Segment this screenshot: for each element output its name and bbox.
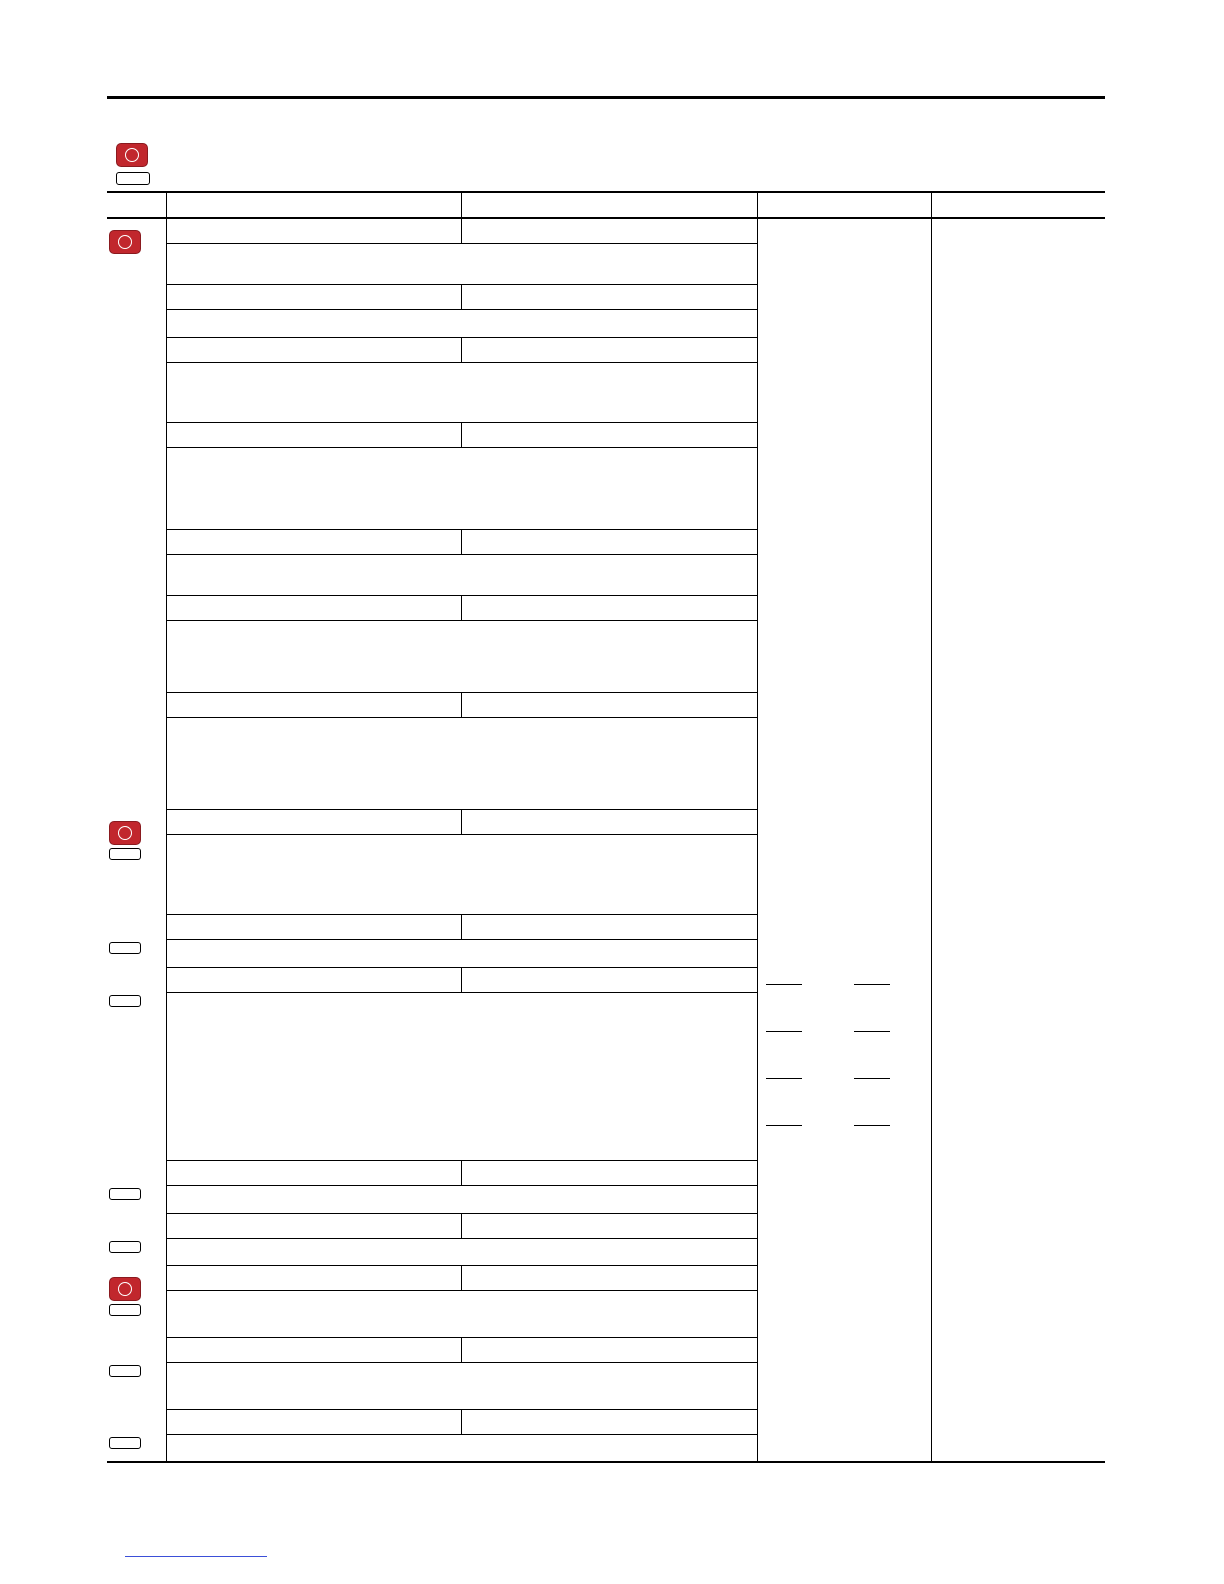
param-description-cell	[166, 835, 757, 915]
param-values-cell	[757, 968, 931, 1161]
param-related-cell	[931, 1161, 1105, 1214]
param-display-cell	[461, 1410, 757, 1435]
header-rule	[107, 96, 1105, 99]
table-row	[107, 1338, 1105, 1363]
param-display-cell	[461, 693, 757, 718]
param-related-cell	[931, 338, 1105, 423]
param-number-cell	[107, 1410, 166, 1463]
param-related-cell	[931, 285, 1105, 338]
param-number-cell	[107, 285, 166, 338]
param-number-cell	[107, 1338, 166, 1410]
key-badge-icon	[109, 848, 141, 860]
param-values-cell	[757, 285, 931, 338]
key-badge-icon	[116, 172, 150, 185]
param-name-cell	[166, 915, 461, 940]
table-row	[107, 423, 1105, 448]
legend-stop-icon	[116, 143, 148, 167]
param-related-cell	[931, 218, 1105, 285]
param-display-cell	[461, 218, 757, 244]
stop-drive-icon	[109, 1277, 141, 1301]
param-description-cell	[166, 310, 757, 338]
param-values-cell	[757, 1338, 931, 1410]
footer-link-underline[interactable]	[125, 1556, 267, 1557]
blank-line	[766, 1031, 802, 1032]
param-description-cell	[166, 718, 757, 810]
table-row	[107, 915, 1105, 940]
param-number-cell	[107, 338, 166, 423]
table-row	[107, 596, 1105, 621]
param-values-cell	[757, 1161, 931, 1214]
header-values	[757, 192, 931, 218]
key-badge-icon	[109, 1304, 141, 1316]
param-name-cell	[166, 1338, 461, 1363]
param-values-cell	[757, 423, 931, 530]
param-number-cell	[107, 968, 166, 1161]
table-row	[107, 218, 1105, 244]
key-badge-icon	[109, 995, 141, 1007]
param-description-cell	[166, 363, 757, 423]
param-display-cell	[461, 1161, 757, 1186]
param-description-cell	[166, 621, 757, 693]
param-related-cell	[931, 423, 1105, 530]
key-badge-icon	[109, 1437, 141, 1449]
table-row	[107, 810, 1105, 835]
param-name-cell	[166, 218, 461, 244]
param-related-cell	[931, 1266, 1105, 1338]
param-number-cell	[107, 1161, 166, 1214]
key-badge-icon	[109, 1241, 141, 1253]
param-name-cell	[166, 530, 461, 555]
param-display-cell	[461, 423, 757, 448]
table-row	[107, 285, 1105, 310]
param-icons	[109, 1238, 141, 1253]
param-description-cell	[166, 940, 757, 968]
param-related-cell	[931, 530, 1105, 596]
param-description-cell	[166, 555, 757, 596]
param-icons	[109, 821, 141, 860]
param-related-cell	[931, 1410, 1105, 1463]
table-row	[107, 1161, 1105, 1186]
param-name-cell	[166, 285, 461, 310]
param-display-cell	[461, 1266, 757, 1291]
blank-line	[854, 1125, 890, 1126]
blank-line	[854, 1031, 890, 1032]
header-display	[461, 192, 757, 218]
param-name-cell	[166, 423, 461, 448]
param-description-cell	[166, 1291, 757, 1338]
param-description-cell	[166, 1363, 757, 1410]
key-badge-icon	[109, 1365, 141, 1377]
param-values-cell	[757, 218, 931, 285]
param-values-cell	[757, 338, 931, 423]
param-name-cell	[166, 596, 461, 621]
blank-line	[854, 984, 890, 985]
param-number-cell	[107, 423, 166, 530]
header-name	[166, 192, 461, 218]
param-name-cell	[166, 1214, 461, 1239]
stop-drive-icon	[109, 821, 141, 845]
param-number-cell	[107, 1266, 166, 1338]
table-row	[107, 338, 1105, 363]
param-number-cell	[107, 218, 166, 285]
param-name-cell	[166, 1161, 461, 1186]
param-number-cell	[107, 1214, 166, 1266]
param-related-cell	[931, 968, 1105, 1161]
key-badge-icon	[109, 942, 141, 954]
param-number-cell	[107, 810, 166, 915]
param-icons	[109, 1277, 141, 1316]
header-no	[107, 192, 166, 218]
table-row	[107, 968, 1105, 993]
param-values-cell	[757, 596, 931, 693]
param-number-cell	[107, 596, 166, 693]
param-display-cell	[461, 1214, 757, 1239]
param-related-cell	[931, 1214, 1105, 1266]
param-name-cell	[166, 693, 461, 718]
param-display-cell	[461, 810, 757, 835]
param-number-cell	[107, 530, 166, 596]
param-name-cell	[166, 338, 461, 363]
param-name-cell	[166, 1266, 461, 1291]
param-display-cell	[461, 285, 757, 310]
param-related-cell	[931, 810, 1105, 915]
table-header-row	[107, 192, 1105, 218]
param-icons	[109, 992, 141, 1007]
param-values-cell	[757, 915, 931, 968]
table-row	[107, 693, 1105, 718]
legend-key-icon	[116, 172, 150, 185]
param-number-cell	[107, 915, 166, 968]
param-icons	[109, 939, 141, 954]
blank-line	[766, 1078, 802, 1079]
param-icons	[109, 1362, 141, 1377]
value-blank-lines	[766, 984, 890, 1172]
param-name-cell	[166, 810, 461, 835]
param-related-cell	[931, 915, 1105, 968]
parameter-table	[107, 191, 1105, 1463]
param-values-cell	[757, 1266, 931, 1338]
param-display-cell	[461, 968, 757, 993]
param-display-cell	[461, 530, 757, 555]
param-description-cell	[166, 448, 757, 530]
param-name-cell	[166, 1410, 461, 1435]
param-related-cell	[931, 1338, 1105, 1410]
table-row	[107, 1214, 1105, 1239]
table-row	[107, 530, 1105, 555]
blank-line	[766, 1125, 802, 1126]
table-body	[107, 218, 1105, 1462]
table-row	[107, 1410, 1105, 1435]
table-row	[107, 1266, 1105, 1291]
param-icons	[109, 1434, 141, 1449]
param-description-cell	[166, 993, 757, 1161]
header-related	[931, 192, 1105, 218]
param-values-cell	[757, 530, 931, 596]
param-display-cell	[461, 915, 757, 940]
key-badge-icon	[109, 1188, 141, 1200]
stop-drive-icon	[109, 230, 141, 254]
param-description-cell	[166, 1186, 757, 1214]
param-display-cell	[461, 1338, 757, 1363]
param-values-cell	[757, 810, 931, 915]
param-values-cell	[757, 1410, 931, 1463]
param-number-cell	[107, 693, 166, 810]
param-description-cell	[166, 244, 757, 285]
param-icons	[109, 1185, 141, 1200]
param-description-cell	[166, 1435, 757, 1463]
param-icons	[109, 230, 141, 254]
blank-line	[766, 984, 802, 985]
param-related-cell	[931, 596, 1105, 693]
param-values-cell	[757, 1214, 931, 1266]
param-name-cell	[166, 968, 461, 993]
param-related-cell	[931, 693, 1105, 810]
param-display-cell	[461, 596, 757, 621]
param-display-cell	[461, 338, 757, 363]
param-description-cell	[166, 1239, 757, 1266]
stop-drive-icon	[116, 143, 148, 167]
param-values-cell	[757, 693, 931, 810]
blank-line	[854, 1078, 890, 1079]
